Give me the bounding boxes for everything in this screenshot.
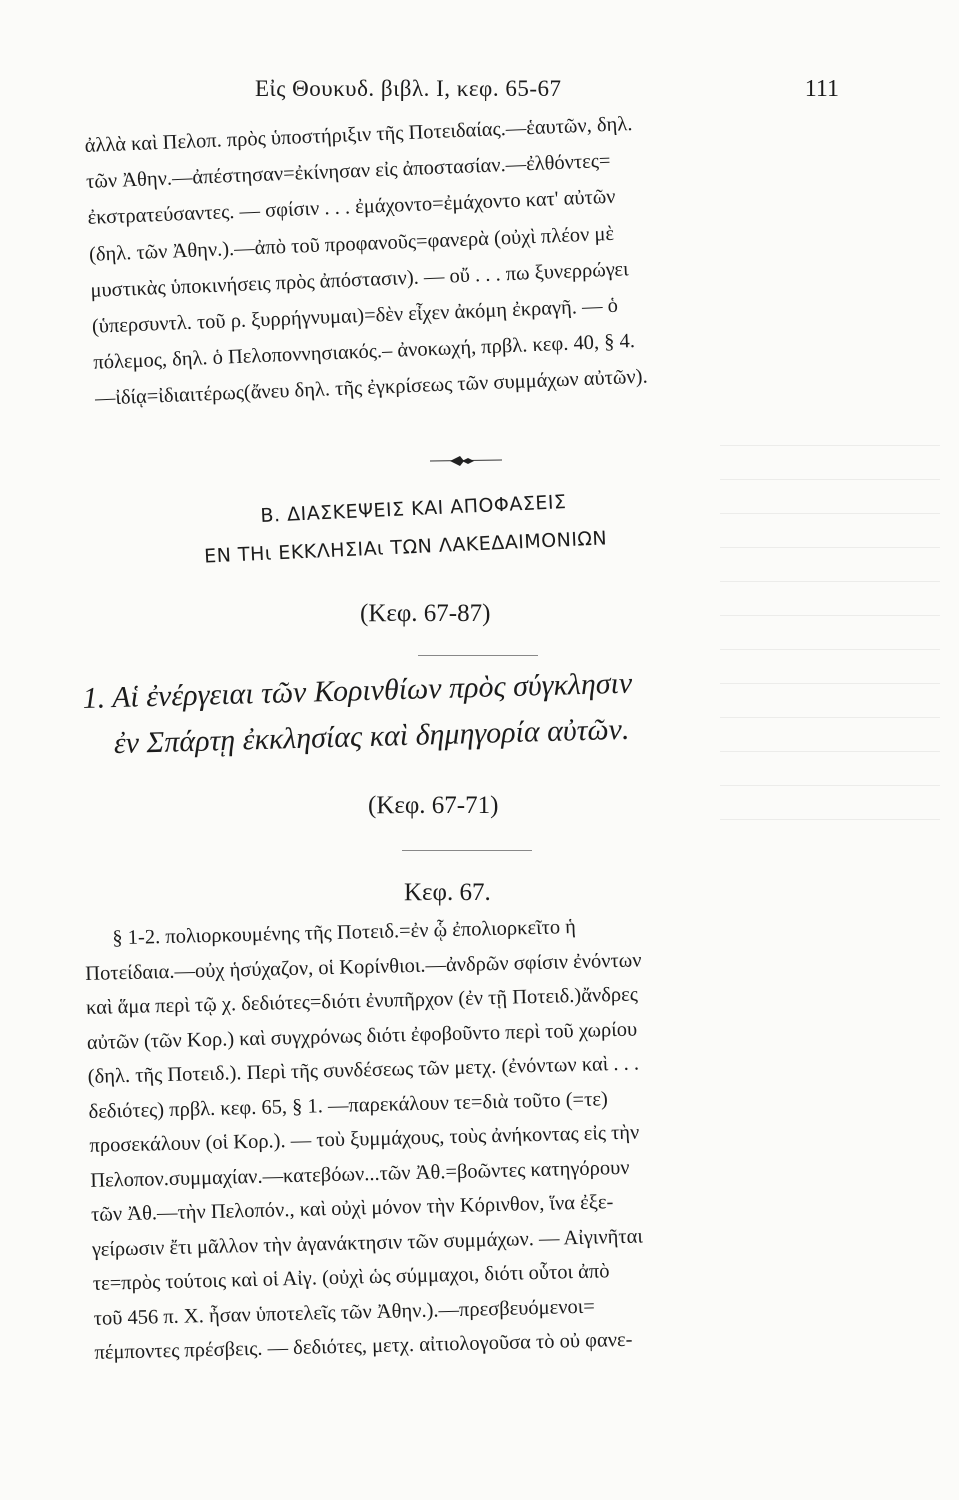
subsection-title-line1: 1. Αἱ ἐνέργειαι τῶν Κορινθίων πρὸς σύγκλησιν — [82, 666, 633, 715]
text-line: ἐκστρατεύσαντες. — σφίσιν . . . ἐμάχοντο=ἐμάχοντο κατ' αὐτῶν — [87, 186, 616, 230]
text-line: δεδιότες) πρβλ. κεφ. 65, § 1. —παρεκάλουν τε=διὰ τοῦτο (=τε) — [88, 1087, 609, 1123]
divider — [418, 655, 538, 656]
subsection-title-line2: ἐν Σπάρτῃ ἐκκλησίας καὶ δημηγορία αὐτῶν. — [113, 712, 630, 761]
text-line: Ποτείδαια.—οὐχ ἡσύχαζον, οἱ Κορίνθιοι.—ἀνδρῶν σφίσιν ἐνόντων — [84, 948, 642, 985]
text-line: τε=πρὸς τούτοις καὶ οἱ Αἰγ. (οὐχὶ ὡς σύμμαχοι, διότι οὗτοι ἀπὸ — [92, 1260, 610, 1295]
bleed-through-text — [720, 420, 940, 820]
page-number: 111 — [804, 76, 839, 102]
text-line: (δηλ. τῶν Ἀθην.).—ἀπὸ τοῦ προφανοῦς=φανερὰ (οὐχὶ πλέον μὲ — [88, 222, 615, 266]
section-heading — [203, 489, 608, 568]
text-line: τῶν Ἀθην.—ἀπέστησαν=ἐκίνησαν εἰς ἀποστασίαν.—ἐλθόντες= — [85, 150, 611, 194]
commentary-notes-top — [84, 98, 835, 417]
text-line: τῶν Ἀθ.—τὴν Πελοπόν., καὶ οὐχὶ μόνον τὴν Κόρινθον, ἵνα ἐξε- — [90, 1191, 614, 1226]
divider — [402, 850, 532, 851]
text-line: πέμποντες πρέσβεις. — δεδιότες, μετχ. αἰτιολογοῦσα τὸ οὐ φανε- — [94, 1328, 633, 1364]
text-line: (ὑπερσυντλ. τοῦ ρ. ξυρρήγνυμαι)=δὲν εἶχεν ἀκόμη ἐκραγῆ. — ὁ — [91, 294, 619, 338]
text-line: καὶ ἅμα περὶ τῷ χ. δεδιότες=διότι ἐνυπῆρχον (ἐν τῇ Ποτειδ.)ἄνδρες — [85, 983, 639, 1019]
text-line: αὐτῶν (τῶν Κορ.) καὶ συγχρόνως διότι ἐφοβοῦντο περὶ τοῦ χωρίου — [86, 1018, 638, 1054]
chapter-heading: Κεφ. 67. — [404, 879, 491, 906]
text-line: Πελοπον.συμμαχίαν.—κατεβόων...τῶν Ἀθ.=βοῶντες κατηγόρουν — [90, 1156, 630, 1192]
section-heading-line1: Β. ΔΙΑΣΚΕΨΕΙΣ ΚΑΙ ΑΠΟΦΑΣΕΙΣ — [260, 491, 567, 527]
text-line: προσεκάλουν (οἱ Κορ.). — τοὺ ξυμμάχους, τοὺς ἀνήκοντας εἰς τὴν — [89, 1121, 640, 1157]
subsection-chapter-range: (Κεφ. 67-71) — [368, 792, 499, 819]
section-heading-line2: ΕΝ ΤΗι ΕΚΚΛΗΣΙΑι ΤΩΝ ΛΑΚΕΔΑΙΜΟΝΙΩΝ — [203, 527, 608, 568]
running-head: Εἰς Θουκυδ. βιβλ. Ι, κεφ. 65-67 — [255, 76, 562, 101]
ornament-divider-icon — [430, 453, 502, 469]
text-line: § 1-2. πολιορκουμένης τῆς Ποτειδ.=ἐν ᾧ ἐπολιορκεῖτο ἡ — [112, 915, 577, 950]
section-chapter-range: (Κεφ. 67-87) — [360, 600, 491, 627]
text-line: πόλεμος, δηλ. ὁ Πελοποννησιακός.– ἀνοκωχή, πρβλ. κεφ. 40, § 4. — [92, 330, 636, 375]
text-line: ἀλλὰ καὶ Πελοπ. πρὸς ὑποστήριξιν τῆς Ποτειδαίας.—ἑαυτῶν, δηλ. — [84, 112, 633, 157]
text-line: μυστικὰς ὑποκινήσεις πρὸς ἀπόστασιν). — οὔ . . . πω ξυνερρώγει — [90, 258, 629, 302]
text-line: τοῦ 456 π. Χ. ἦσαν ὑποτελεῖς τῶν Ἀθην.).—πρεσβευόμενοι= — [93, 1295, 596, 1330]
chapter-commentary — [84, 904, 835, 1370]
text-line: (δηλ. τῆς Ποτειδ.). Περὶ τῆς συνδέσεως τῶν μετχ. (ἐνόντων καὶ . . . — [87, 1052, 640, 1088]
text-line: —ἰδίᾳ=ἰδιαιτέρως(ἄνευ δηλ. τῆς ἐγκρίσεως τῶν συμμάχων αὐτῶν). — [94, 366, 649, 411]
text-line: γείρωσιν ἔτι μᾶλλον τὴν ἀγανάκτησιν τῶν συμμάχων. — Αἰγινῆται — [91, 1224, 644, 1261]
